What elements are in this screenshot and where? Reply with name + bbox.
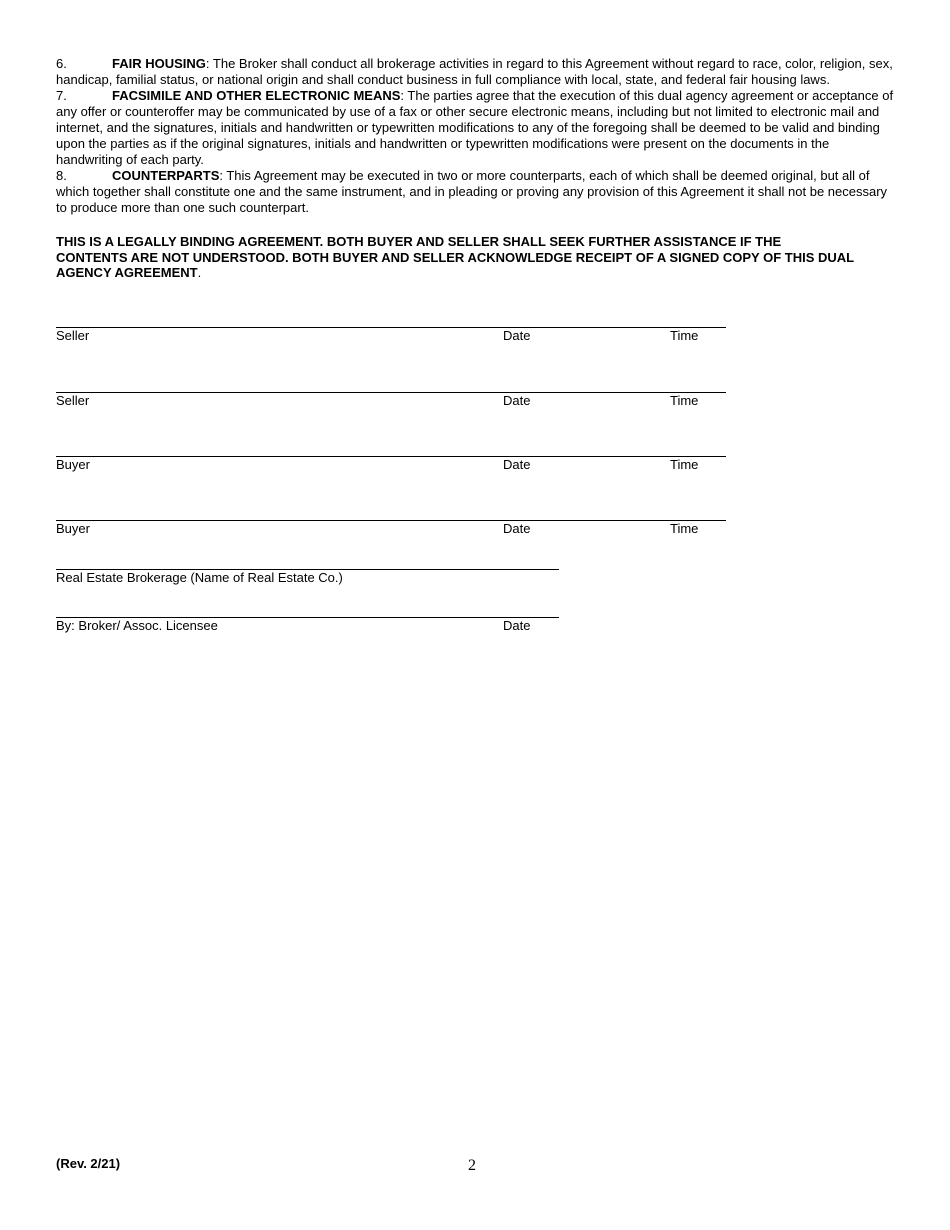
section-number: 6. xyxy=(56,56,67,71)
time-label: Time xyxy=(670,393,699,408)
notice-tail: . xyxy=(197,265,202,280)
section-text: : The parties agree that the execution of this dual agency agreement or acceptance of any offer or counteroffer may be communicated by use of a fax or other secure electronic means, including but not limited to electronic mail and internet, and the signatures, initials and handwritten or typewritten modifications to any of the foregoing shall be deemed to be valid and binding upon the parties as if the original signatures, initials and handwritten or typewritten modifications were present on the documents in the handwriting of each party. xyxy=(56,88,894,167)
time-label: Time xyxy=(670,328,699,343)
buyer-signature-row-2[interactable] xyxy=(56,520,726,540)
revision-label: (Rev. 2/21) xyxy=(56,1156,121,1171)
party-label: Buyer xyxy=(56,521,90,536)
section-fair-housing xyxy=(56,56,898,88)
section-number: 8. xyxy=(56,168,67,183)
section-heading: FACSIMILE AND OTHER ELECTRONIC MEANS xyxy=(112,88,401,103)
binding-agreement-notice xyxy=(56,234,856,281)
section-counterparts xyxy=(56,168,898,216)
seller-signature-row-2[interactable] xyxy=(56,392,726,412)
date-label: Date xyxy=(503,618,531,633)
broker-licensee-row[interactable] xyxy=(56,617,559,637)
party-label: Seller xyxy=(56,328,90,343)
brokerage-name-label: Real Estate Brokerage (Name of Real Estate Co.) xyxy=(56,570,343,585)
time-label: Time xyxy=(670,457,699,472)
time-label: Time xyxy=(670,521,699,536)
section-text: : The Broker shall conduct all brokerage activities in regard to this Agreement without regard to race, color, religion, sex, handicap, familial status, or national origin and shall conduct business in full compliance with local, state, and federal fair housing laws. xyxy=(56,56,893,87)
date-label: Date xyxy=(503,521,531,536)
broker-licensee-label: By: Broker/ Assoc. Licensee xyxy=(56,618,218,633)
date-label: Date xyxy=(503,328,531,343)
document-body xyxy=(56,56,898,294)
signature-line[interactable] xyxy=(56,456,726,457)
signature-line[interactable] xyxy=(56,392,726,393)
section-number: 7. xyxy=(56,88,67,103)
buyer-signature-row-1[interactable] xyxy=(56,456,726,476)
section-text: : This Agreement may be executed in two or more counterparts, each of which shall be deemed original, but all of which together shall constitute one and the same instrument, and in pleading or proving any provision of this Agreement it shall not be necessary to produce more than one such counterpart. xyxy=(56,168,888,215)
party-label: Buyer xyxy=(56,457,90,472)
brokerage-name-row[interactable] xyxy=(56,569,559,589)
notice-bold-text: THIS IS A LEGALLY BINDING AGREEMENT. BOTH BUYER AND SELLER SHALL SEEK FURTHER ASSISTANCE IF THE CONTENTS ARE NOT UNDERSTOOD. BOTH BUYER AND SELLER ACKNOWLEDGE RECEIPT OF A SIGNED COPY OF THIS DUAL AGENCY AGREEMENT xyxy=(56,234,854,280)
seller-signature-row-1[interactable] xyxy=(56,327,726,347)
section-heading: COUNTERPARTS xyxy=(112,168,220,183)
date-label: Date xyxy=(503,457,531,472)
party-label: Seller xyxy=(56,393,90,408)
page-number: 2 xyxy=(468,1157,476,1174)
signature-line[interactable] xyxy=(56,520,726,521)
section-heading: FAIR HOUSING xyxy=(112,56,206,71)
section-facsimile xyxy=(56,88,898,168)
signature-line[interactable] xyxy=(56,327,726,328)
date-label: Date xyxy=(503,393,531,408)
